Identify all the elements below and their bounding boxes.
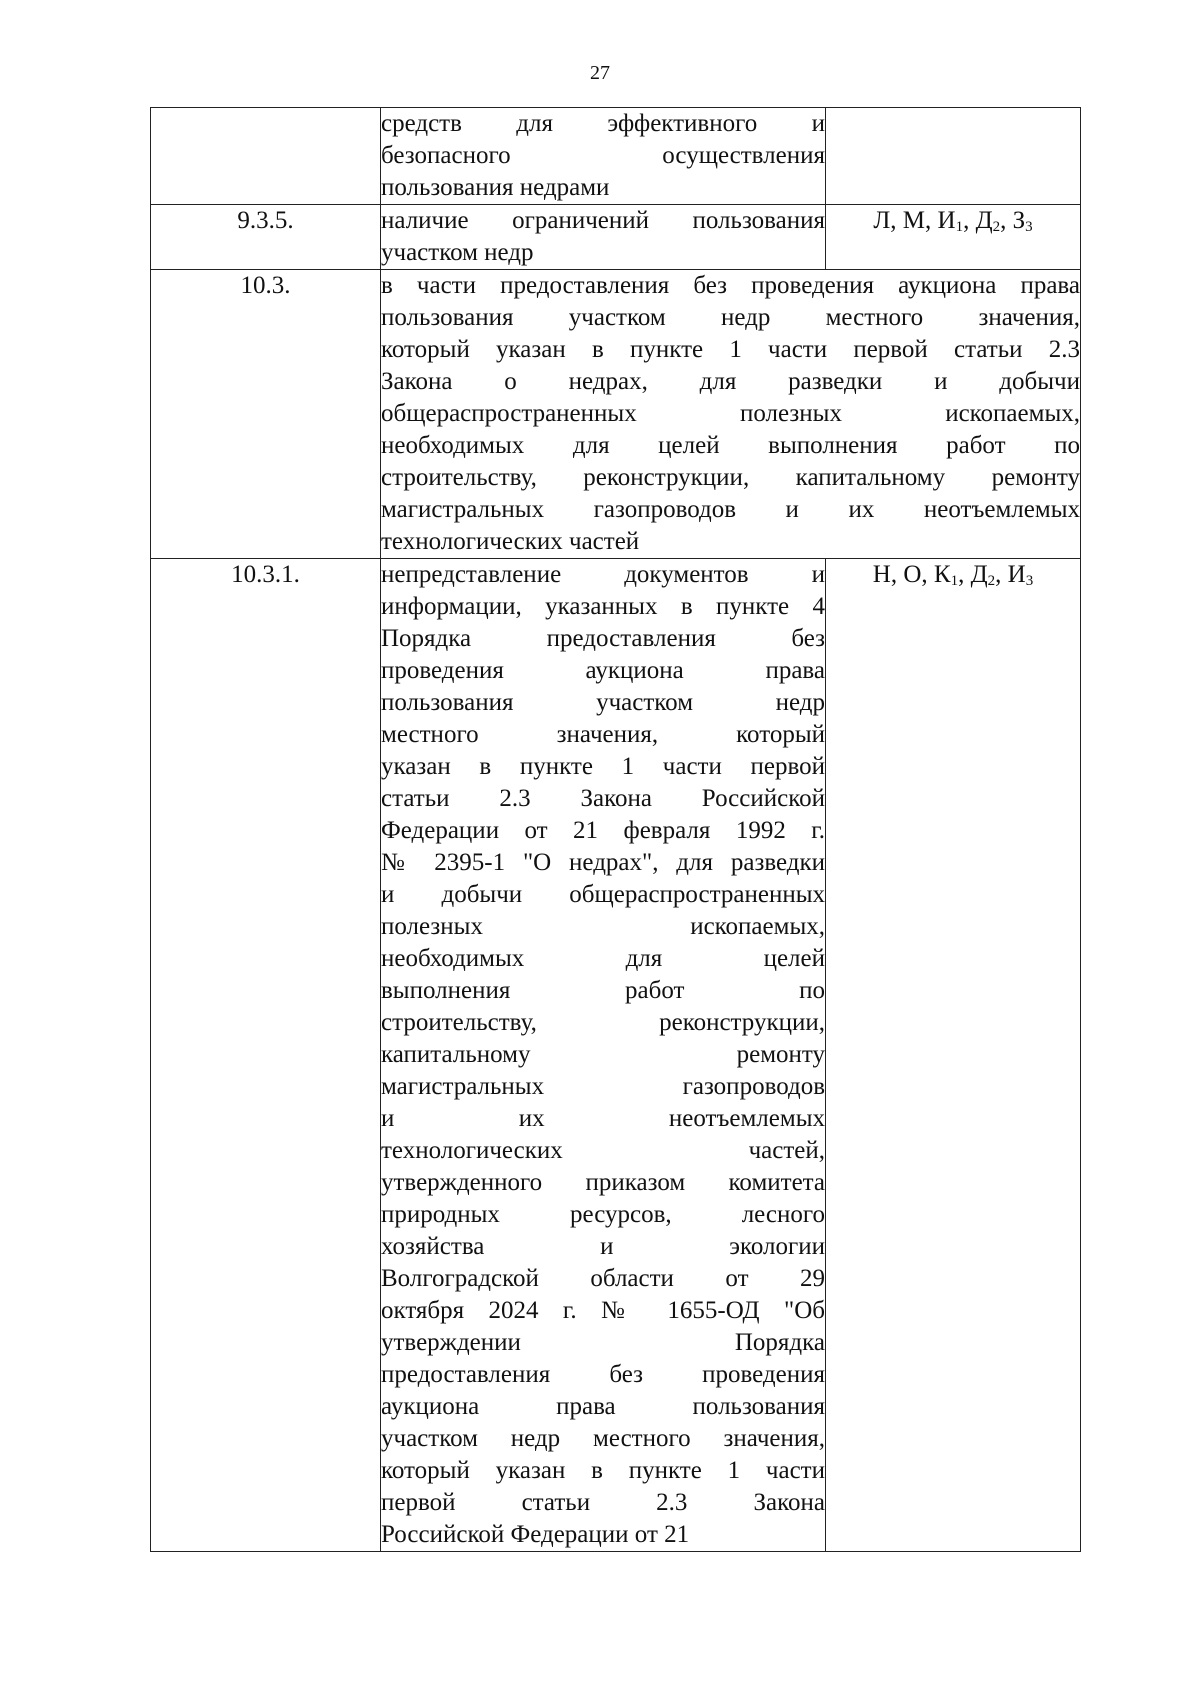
text-line: выполнения работ по — [381, 977, 825, 1004]
code-item: Н — [872, 561, 891, 588]
row-number: 10.3. — [151, 270, 381, 559]
code-item: О — [903, 561, 922, 588]
table-row — [151, 108, 1081, 205]
row-number — [151, 108, 381, 205]
text-line: октября 2024 г. № 1655-ОД "Об — [381, 1297, 825, 1324]
text-line: Федерации от 21 февраля 1992 г. — [381, 817, 825, 844]
code-item: Л — [873, 207, 891, 234]
text-line: Закона о недрах, для разведки и добычи — [381, 368, 1080, 395]
text-line: общераспространенных полезных ископаемых, — [381, 400, 1080, 427]
page-number: 27 — [590, 62, 610, 84]
text-line: № 2395-1 "О недрах", для разведки — [381, 849, 825, 876]
table-row — [151, 559, 1081, 1552]
text-line: наличие ограничений пользования — [381, 207, 825, 234]
code-item: $И_3$ — [1007, 561, 1034, 589]
text-line: магистральных газопроводов и их неотъемлемых — [381, 496, 1080, 523]
text-line: магистральных газопроводов — [381, 1073, 825, 1100]
text-line: и их неотъемлемых — [381, 1105, 825, 1132]
text-line: полезных ископаемых, — [381, 913, 825, 940]
row-number: 9.3.5. — [151, 205, 381, 270]
row-text — [381, 205, 826, 270]
text-line: Российской Федерации от 21 — [381, 1521, 690, 1548]
text-line: утверждении Порядка — [381, 1329, 825, 1356]
text-line: хозяйства и экологии — [381, 1233, 825, 1260]
table-row — [151, 270, 1081, 559]
row-codes: Н, О, $К_1$, $Д_2$, $И_3$ — [826, 559, 1081, 1552]
text-line: утвержденного приказом комитета — [381, 1169, 825, 1196]
text-line: безопасного осуществления — [381, 142, 825, 169]
text-line: пользования участком недр — [381, 689, 825, 716]
table-row — [151, 205, 1081, 270]
code-item: $Д_2$ — [975, 207, 1001, 235]
text-line: в части предоставления без проведения аукциона права — [381, 272, 1080, 299]
row-number: 10.3.1. — [151, 559, 381, 1552]
row-text — [381, 559, 826, 1552]
text-line: пользования недрами — [381, 174, 610, 201]
text-line: который указан в пункте 1 части — [381, 1457, 825, 1484]
code-item: $И_1$ — [937, 207, 964, 235]
text-line: капитальному ремонту — [381, 1041, 825, 1068]
text-line: технологических частей, — [381, 1137, 825, 1164]
text-line: информации, указанных в пункте 4 — [381, 593, 825, 620]
text-line: Волгоградской области от 29 — [381, 1265, 825, 1292]
text-line: необходимых для целей выполнения работ по — [381, 432, 1080, 459]
text-line: пользования участком недр местного значения, — [381, 304, 1080, 331]
row-codes — [826, 108, 1081, 205]
criteria-table — [150, 107, 1081, 1552]
text-line: местного значения, который — [381, 721, 825, 748]
text-line: необходимых для целей — [381, 945, 825, 972]
code-item: М — [902, 207, 926, 234]
row-codes: Л, М, $И_1$, $Д_2$, $З_3$ — [826, 205, 1081, 270]
code-item: $З_3$ — [1012, 207, 1033, 235]
text-line: предоставления без проведения — [381, 1361, 825, 1388]
text-line: природных ресурсов, лесного — [381, 1201, 825, 1228]
row-text — [381, 270, 1081, 559]
text-line: указан в пункте 1 части первой — [381, 753, 825, 780]
text-line: первой статьи 2.3 Закона — [381, 1489, 825, 1516]
text-line: аукциона права пользования — [381, 1393, 825, 1420]
text-line: технологических частей — [381, 528, 640, 555]
row-text — [381, 108, 826, 205]
text-line: строительству, реконструкции, — [381, 1009, 825, 1036]
text-line: участком недр — [381, 239, 534, 266]
text-line: проведения аукциона права — [381, 657, 825, 684]
code-item: $К_1$ — [933, 561, 959, 589]
code-item: $Д_2$ — [970, 561, 996, 589]
text-line: средств для эффективного и — [381, 110, 825, 137]
text-line: строительству, реконструкции, капитальному ремонту — [381, 464, 1080, 491]
text-line: непредставление документов и — [381, 561, 825, 588]
text-line: и добычи общераспространенных — [381, 881, 825, 908]
text-line: который указан в пункте 1 части первой статьи 2.3 — [381, 336, 1080, 363]
text-line: участком недр местного значения, — [381, 1425, 825, 1452]
text-line: статьи 2.3 Закона Российской — [381, 785, 825, 812]
text-line: Порядка предоставления без — [381, 625, 825, 652]
